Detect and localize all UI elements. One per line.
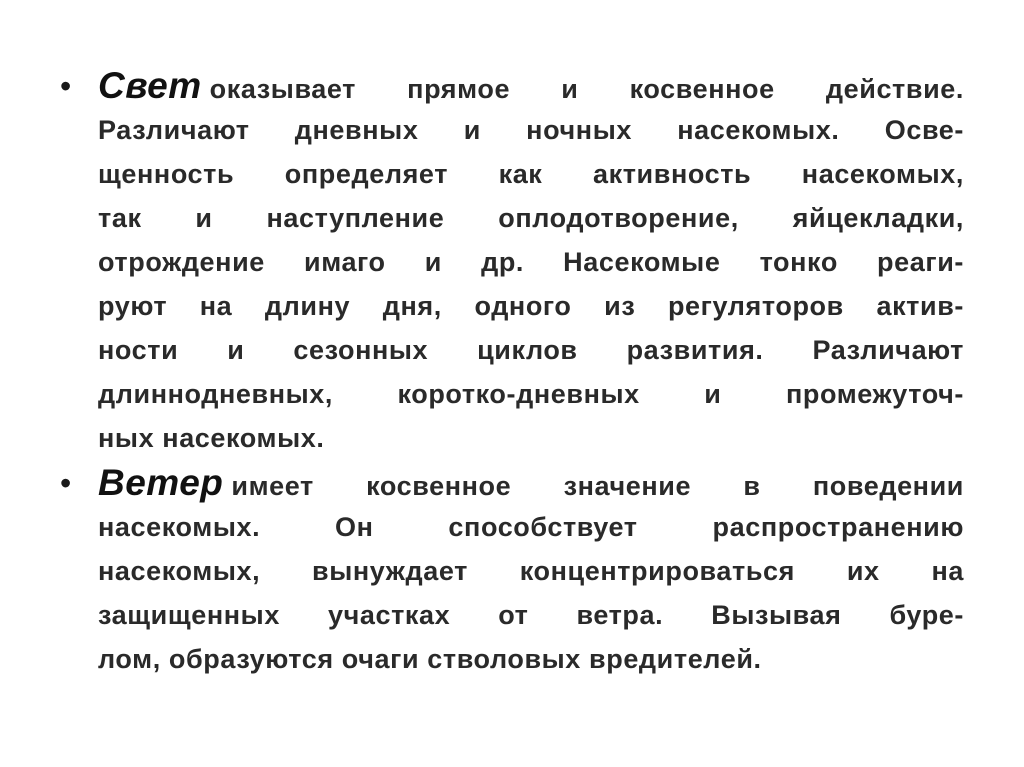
text-line: так и наступление оплодотворение, яйцекладки, (98, 203, 964, 233)
text-line: насекомых. Он способствует распространению (98, 512, 964, 542)
text-line: длиннодневных, коротко-дневных и промежуточ- (98, 379, 964, 409)
text-line: ных насекомых. (98, 423, 325, 453)
text-line: насекомых, вынуждает концентрироваться их на (98, 556, 964, 586)
bullet-marker: • (60, 465, 72, 501)
text-line (98, 461, 964, 505)
first-line-text: оказывает прямое и косвенное действие. (209, 74, 964, 104)
text-line: защищенных участках от ветра. Вызывая буре- (98, 600, 964, 630)
text-line: руют на длину дня, одного из регуляторов актив- (98, 291, 964, 321)
keyword-light: Свет (98, 65, 202, 106)
text-line: щенность определяет как активность насекомых, (98, 159, 964, 189)
bullet-text-wind (98, 461, 964, 681)
text-line (98, 64, 964, 108)
text-line: ности и сезонных циклов развития. Различают (98, 335, 964, 365)
bullet-marker: • (60, 68, 72, 104)
text-line: отрождение имаго и др. Насекомые тонко реаги- (98, 247, 964, 277)
first-line-text: имеет косвенное значение в поведении (231, 471, 964, 501)
text-line: лом, образуются очаги стволовых вредителей. (98, 644, 762, 674)
keyword-wind: Ветер (98, 462, 224, 503)
bullet-text-light (98, 64, 964, 460)
text-line: Различают дневных и ночных насекомых. Осве- (98, 115, 964, 145)
